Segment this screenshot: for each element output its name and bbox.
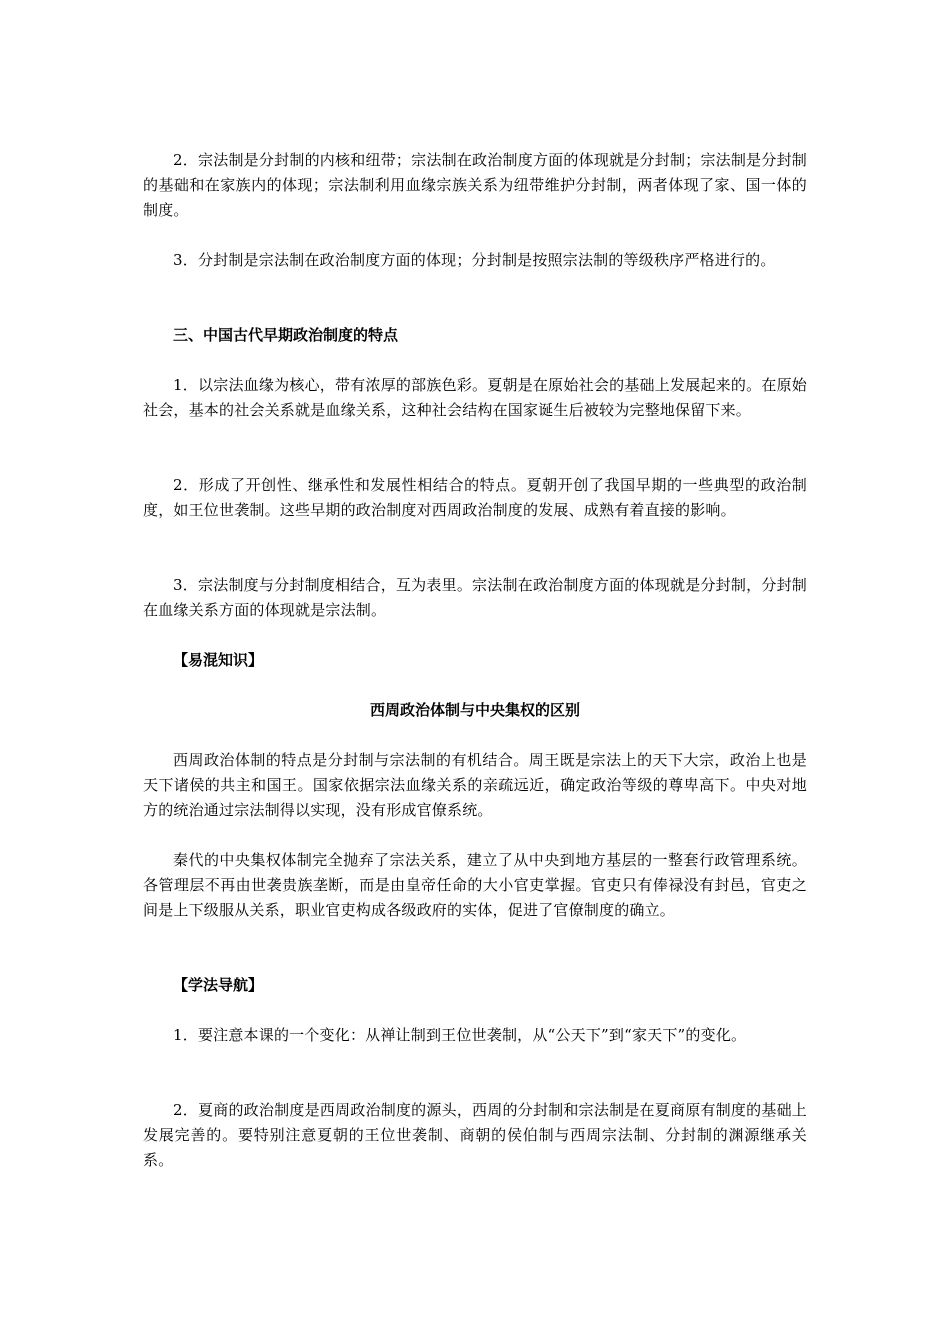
section-heading-early-political-system: 三、中国古代早期政治制度的特点 [173,326,399,344]
confusing-knowledge-heading: 【易混知识】 [173,651,264,669]
paragraph-western-zhou-system: 西周政治体制的特点是分封制与宗法制的有机结合。周王既是宗法上的天下大宗，政治上也是天下诸侯的共主和国王。国家依据宗法血缘关系的亲疏远近，确定政治等级的尊卑高下。中央对地方的统治通过宗法制得以实现，没有形成官僚系统。 [143,751,807,819]
paragraph-patriarchal-feudal-core: 2．宗法制是分封制的内核和纽带；宗法制在政治制度方面的体现就是分封制；宗法制是分封制的基础和在家族内的体现；宗法制利用血缘宗族关系为纽带维护分封制，两者体现了家、国一体的制度。 [143,151,807,219]
paragraph-feudal-reflection: 3．分封制是宗法制在政治制度方面的体现；分封制是按照宗法制的等级秩序严格进行的。 [173,251,776,269]
paragraph-kinship-core: 1．以宗法血缘为核心，带有浓厚的部族色彩。夏朝是在原始社会的基础上发展起来的。在原始社会，基本的社会关系就是血缘关系，这种社会结构在国家诞生后被较为完整地保留下来。 [143,376,807,419]
paragraph-origin-note: 2．夏商的政治制度是西周政治制度的源头，西周的分封制和宗法制是在夏商原有制度的基础上发展完善的。要特别注意夏朝的王位世袭制、商朝的侯伯制与西周宗法制、分封制的渊源继承关系。 [143,1101,807,1169]
paragraph-change-note: 1．要注意本课的一个变化：从禅让制到王位世袭制，从“公天下”到“家天下”的变化。 [173,1026,747,1044]
paragraph-innovation-inheritance: 2．形成了开创性、继承性和发展性相结合的特点。夏朝开创了我国早期的一些典型的政治制度，如王位世袭制。这些早期的政治制度对西周政治制度的发展、成熟有着直接的影响。 [143,476,807,519]
comparison-title: 西周政治体制与中央集权的区别 [369,701,580,719]
paragraph-qin-centralization: 秦代的中央集权体制完全抛弃了宗法关系，建立了从中央到地方基层的一整套行政管理系统。各管理层不再由世袭贵族垄断，而是由皇帝任命的大小官吏掌握。官吏只有俸禄没有封邑，官吏之间是上下级服从关系，职业官吏构成各级政府的实体，促进了官僚制度的确立。 [143,851,807,919]
paragraph-combined-systems: 3．宗法制度与分封制度相结合，互为表里。宗法制在政治制度方面的体现就是分封制，分封制在血缘关系方面的体现就是宗法制。 [143,576,807,619]
study-guide-heading: 【学法导航】 [173,976,264,994]
